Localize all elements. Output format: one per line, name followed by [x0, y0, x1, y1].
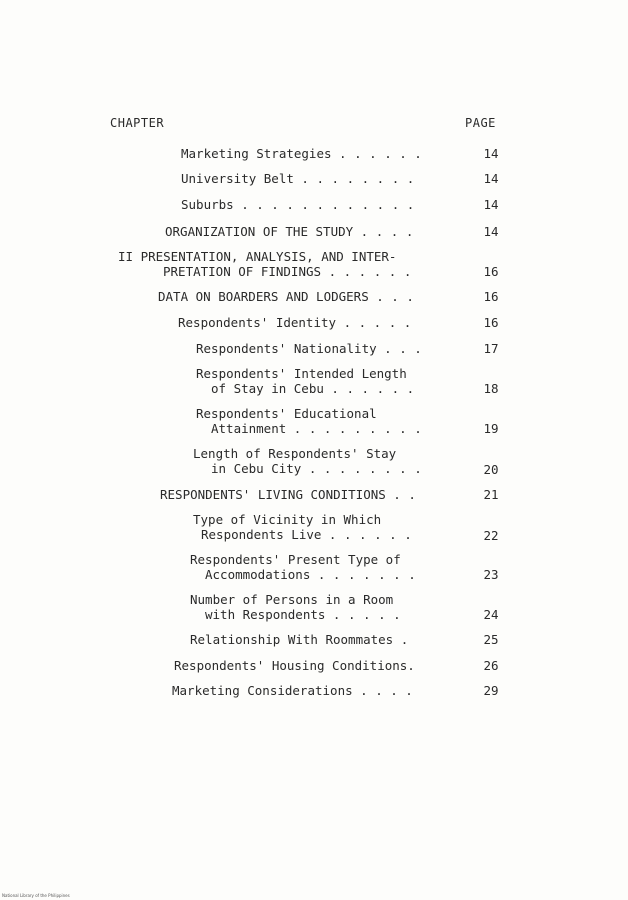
toc-page-number: 18	[483, 381, 499, 396]
toc-entry-text: Respondents' Present Type of	[190, 552, 401, 567]
toc-entry-text: Relationship With Roommates .	[190, 632, 409, 647]
toc-entry	[172, 683, 413, 698]
toc-entry	[193, 446, 422, 476]
toc-entry	[196, 366, 414, 396]
toc-entry-text: Respondents' Housing Conditions.	[174, 658, 415, 673]
toc-entry-text: Marketing Considerations . . . .	[172, 683, 413, 698]
toc-page-number: 26	[483, 658, 499, 673]
toc-page-number: 17	[483, 341, 499, 356]
toc-entry-text: ORGANIZATION OF THE STUDY . . . .	[165, 224, 414, 239]
toc-page-number: 21	[483, 487, 499, 502]
toc-page-number: 14	[483, 224, 499, 239]
toc-entry	[181, 197, 414, 212]
toc-entry	[190, 632, 408, 647]
toc-page-number: 14	[483, 197, 499, 212]
toc-page-number: 25	[483, 632, 499, 647]
toc-entry-text: Type of Vicinity in Which	[193, 512, 382, 527]
toc-entry-text: Length of Respondents' Stay	[193, 446, 397, 461]
toc-entry-text-cont: of Stay in Cebu . . . . . .	[211, 381, 415, 396]
toc-entry	[158, 289, 414, 304]
toc-entry-text: Suburbs . . . . . . . . . . . .	[181, 197, 415, 212]
library-footer: National Library of the Philippines	[2, 893, 70, 898]
toc-entry-text: Respondents' Nationality . . .	[196, 341, 422, 356]
toc-entry-text-cont: PRETATION OF FINDINGS . . . . . .	[163, 264, 412, 279]
toc-entry-text: Respondents' Identity . . . . .	[178, 315, 412, 330]
toc-entry-text-cont: with Respondents . . . . .	[205, 607, 401, 622]
toc-page-number: 24	[483, 607, 499, 622]
toc-entry	[178, 315, 411, 330]
chapter-heading: CHAPTER	[110, 116, 165, 130]
toc-page-number: 19	[483, 421, 499, 436]
toc-page-number: 29	[483, 683, 499, 698]
toc-entry	[174, 658, 415, 673]
toc-entry-text: DATA ON BOARDERS AND LODGERS . . .	[158, 289, 414, 304]
toc-page-number: 16	[483, 264, 499, 279]
toc-entry	[196, 341, 422, 356]
toc-entry-text-cont: Respondents Live . . . . . .	[201, 527, 412, 542]
toc-entry-text: Marketing Strategies . . . . . .	[181, 146, 422, 161]
toc-entry	[190, 592, 401, 622]
toc-entry-text: RESPONDENTS' LIVING CONDITIONS . .	[160, 487, 416, 502]
toc-entry	[181, 171, 414, 186]
toc-entry-text: II PRESENTATION, ANALYSIS, AND INTER-	[118, 249, 397, 264]
toc-entry-text: Respondents' Educational	[196, 406, 377, 421]
page-heading: PAGE	[465, 116, 496, 130]
toc-page-number: 14	[483, 171, 499, 186]
toc-entry	[118, 249, 411, 279]
toc-page-number: 22	[483, 528, 499, 543]
toc-entry	[196, 406, 422, 436]
toc-entry	[181, 146, 422, 161]
toc-entry-text: University Belt . . . . . . . .	[181, 171, 415, 186]
toc-page-number: 14	[483, 146, 499, 161]
toc-entry-text: Number of Persons in a Room	[190, 592, 394, 607]
toc-entry	[165, 224, 413, 239]
toc-entry	[160, 487, 416, 502]
toc-page-number: 23	[483, 567, 499, 582]
toc-page-number: 16	[483, 289, 499, 304]
toc-entry-text-cont: Accommodations . . . . . . .	[205, 567, 416, 582]
toc-entry-text: Respondents' Intended Length	[196, 366, 407, 381]
toc-entry-text-cont: in Cebu City . . . . . . . .	[211, 461, 422, 476]
toc-page-number: 16	[483, 315, 499, 330]
toc-entry	[193, 512, 412, 542]
toc-page-number: 20	[483, 462, 499, 477]
toc-entry-text-cont: Attainment . . . . . . . . .	[211, 421, 422, 436]
toc-entry	[190, 552, 416, 582]
